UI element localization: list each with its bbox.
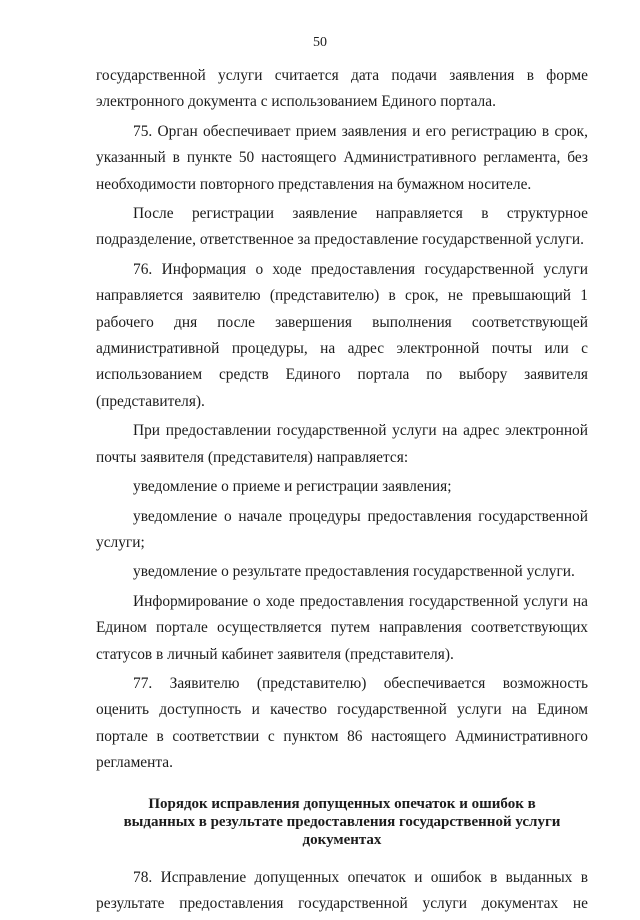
paragraph-portal-informing: Информирование о ходе предоставления государственной услуги на Едином портале осуществляется путем направления соответствующих статусов в личный кабинет заявителя (представителя). (96, 592, 588, 663)
paragraph-77: 77. Заявителю (представителю) обеспечивается возможность оценить доступность и качество государственной услуги на Едином портале в соответствии с пунктом 86 настоящего Административного регламента. (96, 674, 588, 772)
notification-item-result: уведомление о результате предоставления государственной услуги. (133, 563, 575, 581)
notification-item-start: уведомление о начале процедуры предоставления государственной услуги; (96, 507, 588, 551)
document-body (96, 63, 588, 920)
paragraph-76: 76. Информация о ходе предоставления государственной услуги направляется заявителю (представителю) в срок, не превышающий 1 рабочего дня после завершения выполнения соответствующей административной процедуры, на адрес электронной почты или с использованием средств Единого портала по выбору заявителя (представителя). (96, 260, 588, 410)
section-heading (96, 795, 588, 849)
paragraph-continuation: государственной услуги считается дата подачи заявления в форме электронного документа с использованием Единого портала. (96, 67, 588, 111)
notification-item-receipt: уведомление о приеме и регистрации заявления; (133, 478, 452, 496)
section-heading-line-3: документах (302, 831, 382, 848)
section-heading-line-2: выданных в результате предоставления государственной услуги (123, 813, 561, 830)
paragraph-78: 78. Исправление допущенных опечаток и ошибок в выданных в результате предоставления государственной услуги документах не (96, 868, 588, 912)
page-number: 50 (313, 35, 327, 50)
paragraph-email-notifications: При предоставлении государственной услуги на адрес электронной почты заявителя (представителя) направляется: (96, 422, 588, 466)
paragraph-75: 75. Орган обеспечивает прием заявления и его регистрацию в срок, указанный в пункте 50 настоящего Административного регламента, без необходимости повторного представления на бумажном носителе. (96, 122, 588, 193)
paragraph-after-registration: После регистрации заявление направляется в структурное подразделение, ответственное за предоставление государственной услуги. (96, 205, 588, 249)
section-heading-line-1: Порядок исправления допущенных опечаток и ошибок в (148, 795, 536, 812)
